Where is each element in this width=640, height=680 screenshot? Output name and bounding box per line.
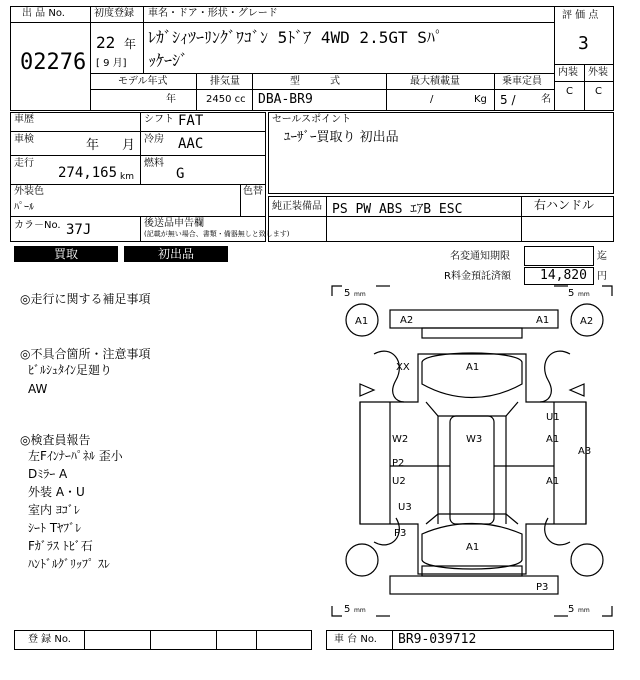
sales-point-text: ﾕｰｻﾞｰ買取り 初出品 bbox=[284, 130, 399, 145]
mark-left-rear-p2: P2 bbox=[392, 458, 405, 469]
tire-mark-fl: A1 bbox=[355, 316, 369, 327]
capacity-label: 乗車定員 bbox=[502, 76, 542, 87]
lot-number: 02276 bbox=[20, 50, 87, 75]
interior-grade-label: 内装 bbox=[558, 67, 578, 78]
inspection-month-unit: 月 bbox=[122, 138, 136, 153]
mileage-value: 274,165 bbox=[58, 165, 118, 181]
mark-right-front-u1: U1 bbox=[546, 412, 560, 423]
car-name-line2: ｯｹｰｼﾞ bbox=[148, 51, 189, 70]
recycle-fee-label: R料金預託済額 bbox=[444, 271, 511, 282]
equipment-label: 純正装備品 bbox=[272, 201, 322, 212]
aftermarket-note: (記載が無い場合、書類・備器無しと致します) bbox=[144, 230, 290, 238]
aircon-label: 冷房 bbox=[144, 134, 164, 145]
model-year-unit: 年 bbox=[166, 94, 176, 105]
mark-left-rear-u3: U3 bbox=[398, 502, 412, 513]
mark-hood: A1 bbox=[466, 362, 480, 373]
tire-unit-fr: mm bbox=[578, 291, 590, 298]
name-change-deadline-unit: 迄 bbox=[597, 251, 607, 262]
tire-label-rr: 5 bbox=[568, 604, 575, 615]
mark-front-bumper-right: A1 bbox=[536, 315, 550, 326]
tag-buyback: 買取 bbox=[14, 246, 118, 262]
grade-value: 3 bbox=[578, 33, 589, 54]
mark-trunk: A1 bbox=[466, 542, 480, 553]
inspector-item: ｼｰﾄ Tﾔﾌﾞﾚ bbox=[28, 521, 82, 535]
tire-label-rl: 5 bbox=[344, 604, 351, 615]
mark-left-front-fender: XX bbox=[396, 362, 410, 373]
mark-left-quarter-p3: P3 bbox=[394, 528, 407, 539]
driving-notes-title: ◎走行に関する補足事項 bbox=[20, 292, 151, 306]
car-name-label: 車名・ドア・形状・グレード bbox=[148, 8, 278, 19]
color-no-value: 37J bbox=[66, 222, 92, 238]
aircon-value: AAC bbox=[178, 136, 204, 152]
registration-no-label: 登 録 No. bbox=[28, 634, 71, 645]
shift-label: シフト bbox=[144, 114, 174, 125]
mark-roof: W3 bbox=[466, 434, 483, 445]
inspector-report-title: ◎検査員報告 bbox=[20, 433, 91, 447]
defect-item: ﾋﾞﾙｼｭﾀｲﾝ足廻り bbox=[28, 363, 113, 377]
capacity-value: 5 / bbox=[500, 93, 516, 107]
recolor-label: 色替 bbox=[243, 186, 263, 197]
name-change-deadline-box bbox=[524, 246, 594, 266]
steering-position: 右ハンドル bbox=[534, 198, 595, 212]
displacement-label: 排気量 bbox=[210, 76, 240, 87]
inspector-item: Dﾐﾗｰ A bbox=[28, 467, 68, 481]
inspector-item: 左Fｲﾝﾅｰﾊﾟﾈﾙ 歪小 bbox=[28, 449, 123, 463]
type-value: DBA-BR9 bbox=[258, 92, 313, 107]
interior-grade: C bbox=[566, 86, 573, 97]
inspector-item: 外装 A・U bbox=[28, 485, 85, 499]
equipment-value: PS PW ABS ｴｱB ESC bbox=[332, 202, 463, 217]
fuel-value: G bbox=[176, 166, 185, 182]
mark-rear-bumper: P3 bbox=[536, 582, 549, 593]
color-label: 外装色 bbox=[14, 186, 44, 197]
inspector-item: ﾊﾝﾄﾞﾙｸﾞﾘｯﾌﾟ ｽﾚ bbox=[28, 557, 110, 571]
chassis-no-value: BR9-039712 bbox=[398, 632, 477, 647]
registration-year: 22 bbox=[96, 33, 116, 52]
name-change-deadline-label: 名変通知期限 bbox=[450, 251, 510, 262]
tag-first-listing: 初出品 bbox=[124, 246, 228, 262]
mark-front-bumper-left: A2 bbox=[400, 315, 414, 326]
max-load-label: 最大積載量 bbox=[410, 76, 460, 87]
inspector-item: 室内 ﾖｺﾞﾚ bbox=[28, 503, 80, 517]
inspection-label: 車検 bbox=[14, 134, 34, 145]
history-label: 車歴 bbox=[14, 114, 34, 125]
tire-label-fl: 5 bbox=[344, 288, 351, 299]
defects-title: ◎不具合箇所・注意事項 bbox=[20, 347, 151, 361]
mark-left-rear-u2: U2 bbox=[392, 476, 406, 487]
registration-month: [ 9 月] bbox=[96, 58, 127, 69]
tire-unit-rl: mm bbox=[354, 607, 366, 614]
lot-label: 出 品 No. bbox=[22, 8, 65, 19]
chassis-no-label: 車 台 No. bbox=[334, 634, 377, 645]
color-value: ﾊﾟｰﾙ bbox=[14, 202, 34, 213]
max-load-value: / bbox=[430, 94, 434, 105]
mark-right-front-a1: A1 bbox=[546, 434, 560, 445]
damage-diagram bbox=[330, 284, 614, 618]
color-no-label: カラ－No. bbox=[14, 220, 61, 231]
tire-unit-rr: mm bbox=[578, 607, 590, 614]
max-load-unit: Kg bbox=[474, 94, 487, 105]
recycle-fee-unit: 円 bbox=[597, 271, 607, 282]
inspection-year-unit: 年 bbox=[86, 138, 100, 153]
mileage-label: 走行 bbox=[14, 158, 34, 169]
sales-point-label: セールスポイント bbox=[272, 114, 352, 125]
tire-unit-fl: mm bbox=[354, 291, 366, 298]
aftermarket-label: 後送品申告欄 bbox=[144, 218, 204, 229]
mark-right-rear-a1: A1 bbox=[546, 476, 560, 487]
mark-left-front-door: W2 bbox=[392, 434, 409, 445]
mileage-unit: km bbox=[120, 172, 134, 182]
first-registration-label: 初度登録 bbox=[94, 8, 134, 19]
model-year-label: モデル年式 bbox=[118, 76, 168, 87]
inspector-item: Fｶﾞﾗｽ ﾄﾋﾞ石 bbox=[28, 539, 93, 553]
fuel-label: 燃料 bbox=[144, 158, 164, 169]
car-name-line1: ﾚｶﾞｼｨﾂｰﾘﾝｸﾞﾜｺﾞﾝ 5ﾄﾞｱ 4WD 2.5GT Sﾊﾟ bbox=[148, 28, 443, 47]
tire-mark-fr: A2 bbox=[580, 316, 594, 327]
grade-label: 評 価 点 bbox=[562, 10, 599, 21]
displacement-value: 2450 cc bbox=[206, 94, 246, 105]
mark-right-side: A3 bbox=[578, 446, 592, 457]
capacity-unit: 名 bbox=[541, 94, 551, 105]
exterior-grade-label: 外装 bbox=[588, 67, 608, 78]
tire-label-fr: 5 bbox=[568, 288, 575, 299]
registration-year-unit: 年 bbox=[124, 37, 137, 51]
exterior-grade: C bbox=[595, 86, 602, 97]
defect-item: AW bbox=[28, 382, 48, 396]
recycle-fee-value: 14,820 bbox=[540, 268, 587, 283]
shift-value: FAT bbox=[178, 113, 204, 129]
type-label: 型 式 bbox=[290, 76, 340, 87]
